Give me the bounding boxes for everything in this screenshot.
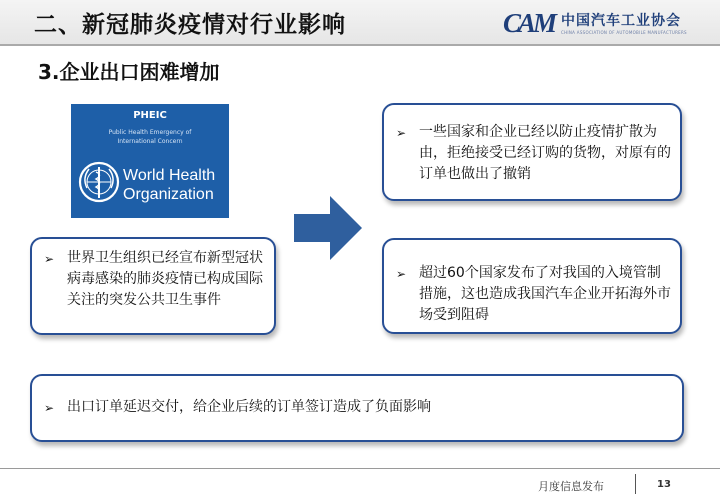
footer-divider bbox=[0, 468, 720, 469]
who-pheic-description bbox=[71, 128, 229, 146]
caam-logo bbox=[503, 8, 703, 38]
footer-report-name: 月度信息发布 bbox=[538, 480, 604, 493]
caam-logo-mark: CAM bbox=[503, 8, 555, 38]
card-entry-control bbox=[382, 238, 682, 334]
caam-logo-cn-name: 中国汽车工业协会 bbox=[561, 13, 681, 29]
who-image bbox=[71, 104, 229, 218]
who-name bbox=[123, 166, 227, 204]
caam-logo-en-name: CHINA ASSOCIATION OF AUTOMOBILE MANUFACTURERS bbox=[561, 30, 687, 35]
page-title: 二、新冠肺炎疫情对行业影响 bbox=[34, 12, 346, 38]
who-name-line-2: Organization bbox=[123, 186, 214, 203]
bullet-arrow-icon: ➢ bbox=[44, 401, 55, 415]
who-pheic-label: PHEIC bbox=[133, 110, 167, 121]
section-title: 3.企业出口困难增加 bbox=[38, 60, 220, 84]
bullet-arrow-icon: ➢ bbox=[44, 252, 55, 266]
footer-separator bbox=[635, 474, 636, 494]
card-delayed-orders bbox=[30, 374, 684, 442]
card-delayed-orders-text: 出口订单延迟交付，给企业后续的订单签订造成了负面影响 bbox=[67, 399, 431, 415]
card-refuse-goods bbox=[382, 103, 682, 201]
who-name-line-1: World Health bbox=[123, 167, 216, 184]
card-entry-control-text: 超过60个国家发布了对我国的入境管制措施，这也造成我国汽车企业开拓海外市场受到阻碍 bbox=[419, 265, 671, 323]
who-emblem-icon bbox=[77, 160, 121, 204]
page-number: 13 bbox=[657, 479, 671, 490]
header-divider bbox=[0, 44, 720, 46]
bullet-arrow-icon: ➢ bbox=[396, 267, 407, 281]
right-arrow-icon bbox=[294, 196, 362, 260]
slide-header bbox=[0, 0, 720, 44]
card-who-declared-text: 世界卫生组织已经宣布新型冠状病毒感染的肺炎疫情已构成国际关注的突发公共卫生事件 bbox=[67, 250, 263, 308]
who-desc-line-1: Public Health Emergency of bbox=[108, 129, 192, 136]
card-refuse-goods-text: 一些国家和企业已经以防止疫情扩散为由，拒绝接受已经订购的货物，对原有的订单也做出了撤销 bbox=[419, 124, 671, 182]
card-who-declared bbox=[30, 237, 276, 335]
who-desc-line-2: International Concern bbox=[117, 138, 183, 145]
bullet-arrow-icon: ➢ bbox=[396, 126, 407, 140]
